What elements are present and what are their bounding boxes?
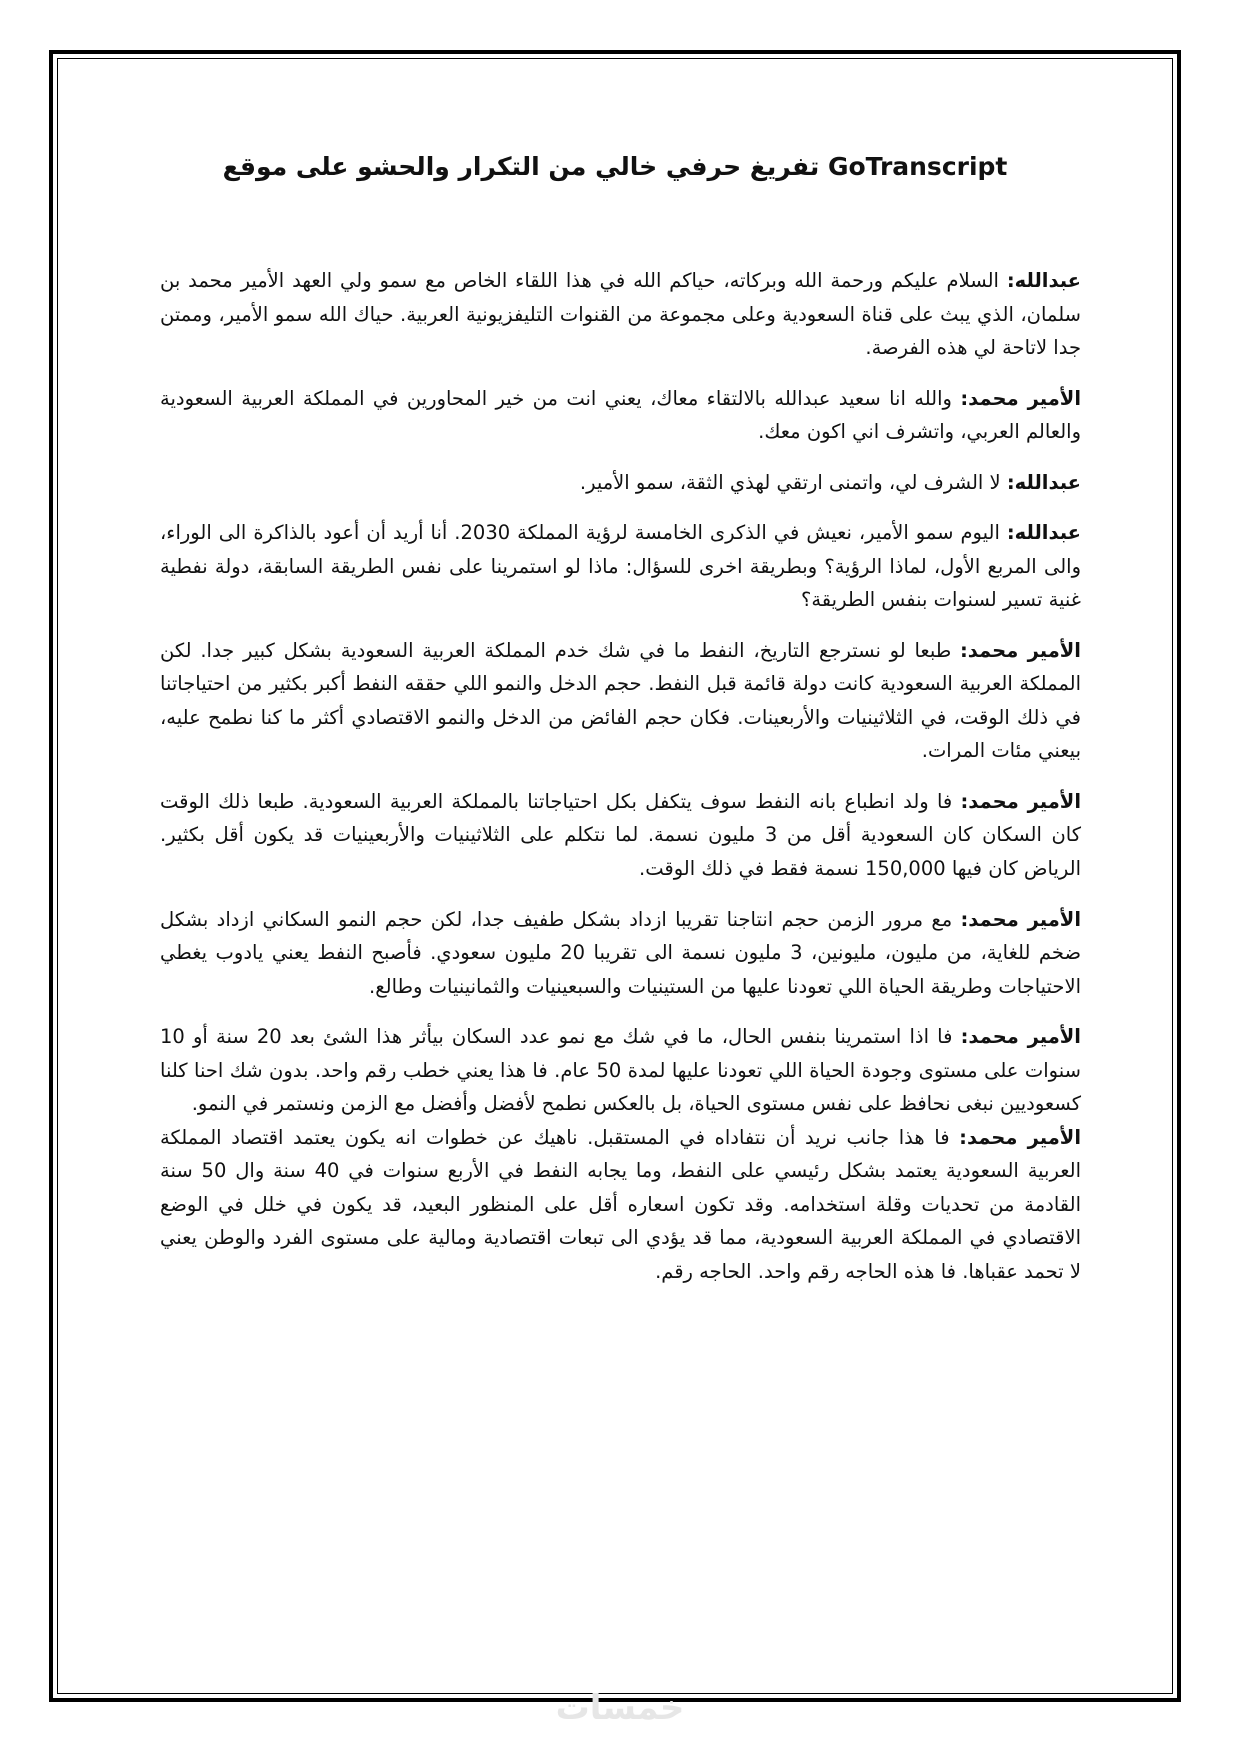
paragraph-text: لا الشرف لي، واتمنى ارتقي لهذي الثقة، سمو الأمير. — [579, 470, 1007, 494]
speaker-label: عبدالله: — [1006, 269, 1081, 292]
transcript-paragraph — [160, 466, 1081, 500]
paragraph-text: فا هذا جانب نريد أن نتفاداه في المستقبل. ناهيك عن خطوات انه يكون يعتمد اقتصاد المملكة العربية السعودية يعتمد بشكل رئيسي على النفط، وما يجابه النفط في الأربع سنوات في 40 سنة وال 50 سنة القادمة من تحديات وقلة استخدامه. وقد تكون اسعاره أقل على المنظور البعيد، قد يكون في خلل في الوضع الاقتصادي في المملكة العربية السعودية، مما قد يؤدي الى تبعات اقتصادية ومالية على مستوى الفرد والوطن يعني لا تحمد عقباها. فا هذه الحاجه رقم واحد. الحاجه رقم. — [160, 1125, 1081, 1283]
speaker-label: الأمير محمد: — [960, 789, 1081, 813]
speaker-label: عبدالله: — [1006, 470, 1081, 494]
paragraph-text: اليوم سمو الأمير، نعيش في الذكرى الخامسة لرؤية المملكة 2030. أنا أريد أن أعود بالذاكرة الى الوراء، والى المربع الأول، لماذا الرؤية؟ وبطريقة اخرى للسؤال: ماذا لو استمرينا على نفس الطريقة السابقة، دولة نفطية غنية تسير لسنوات بنفس الطريقة؟ — [160, 521, 1081, 612]
speaker-label: الأمير محمد: — [960, 1025, 1081, 1049]
paragraph-text: فا اذا استمرينا بنفس الحال، ما في شك مع نمو عدد السكان بيأثر هذا الشئ بعد 20 سنة أو 10 سنوات على مستوى وجودة الحياة اللي تعودنا عليها لمدة 50 عام. فا هذا يعني خطب رقم واحد. بدون شك احنا كلنا كسعوديين نبغى نحافظ على نفس مستوى الحياة، بل بالعكس نطمح لأفضل وأفضل مع الزمن ونستمر في النمو. — [160, 1025, 1081, 1116]
transcript-paragraph — [160, 903, 1081, 1004]
paragraph-text: طبعا لو نسترجع التاريخ، النفط ما في شك خدم المملكة العربية السعودية بشكل كبير جدا. لكن المملكة العربية السعودية كانت دولة قائمة قبل النفط. حجم الدخل والنمو اللي حققه النفط أكبر بكثير من احتياجاتنا في ذلك الوقت، في الثلاثينيات والأربعينات. فكان حجم الفائض من الدخل والنمو الاقتصادي أكثر ما كنا نطمح عليه، بيعني مئات المرات. — [160, 638, 1081, 763]
document-title: تفريغ حرفي خالي من التكرار والحشو على موقع GoTranscript — [222, 152, 1008, 181]
transcript-paragraph — [160, 1121, 1081, 1289]
transcript-paragraph — [160, 382, 1081, 449]
speaker-label: الأمير محمد: — [960, 638, 1081, 662]
speaker-label: الأمير محمد: — [959, 1125, 1081, 1149]
paragraph-text: والله انا سعيد عبدالله بالالتقاء معاك، يعني انت من خير المحاورين في المملكة العربية السعودية والعالم العربي، واتشرف اني اكون معك. — [160, 386, 1081, 444]
paragraph-text: السلام عليكم ورحمة الله وبركاته، حياكم الله في هذا اللقاء الخاص مع سمو ولي العهد الأمير محمد بن سلمان، الذي يبث على قناة السعودية وعلى مجموعة من القنوات التليفزيونية العربية. حياك الله سمو الأمير، وممتن جدا لاتاحة لي هذه الفرصة. — [160, 269, 1081, 360]
transcript-paragraph — [160, 634, 1081, 768]
transcript-paragraph — [160, 516, 1081, 617]
transcript-paragraph — [160, 785, 1081, 886]
speaker-label: الأمير محمد: — [960, 907, 1081, 931]
speaker-label: الأمير محمد: — [960, 386, 1082, 410]
watermark-logo: خمسات — [555, 1688, 685, 1728]
transcript-paragraph — [160, 264, 1081, 365]
speaker-label: عبدالله: — [1006, 521, 1081, 545]
transcript-paragraph — [160, 1020, 1081, 1121]
paragraph-text: فا ولد انطباع بانه النفط سوف يتكفل بكل احتياجاتنا بالمملكة العربية السعودية. طبعا ذلك الوقت كان السكان كان السعودية أقل من 3 مليون نسمة. لما نتكلم على الثلاثينيات والأربعينيات قد يكون أقل بكثير. الرياض كان فيها 150,000 نسمة فقط في ذلك الوقت. — [160, 789, 1081, 880]
transcript-body — [160, 264, 1081, 1305]
paragraph-text: مع مرور الزمن حجم انتاجنا تقريبا ازداد بشكل طفيف جدا، لكن حجم النمو السكاني ازداد بشكل ضخم للغاية، من مليون، مليونين، 3 مليون نسمة الى تقريبا 20 مليون سعودي. فأصبح النفط يعني يادوب يغطي الاحتياجات وطريقة الحياة اللي تعودنا عليها من الستينيات والسبعينيات والثمانينيات وطالع. — [160, 907, 1081, 998]
